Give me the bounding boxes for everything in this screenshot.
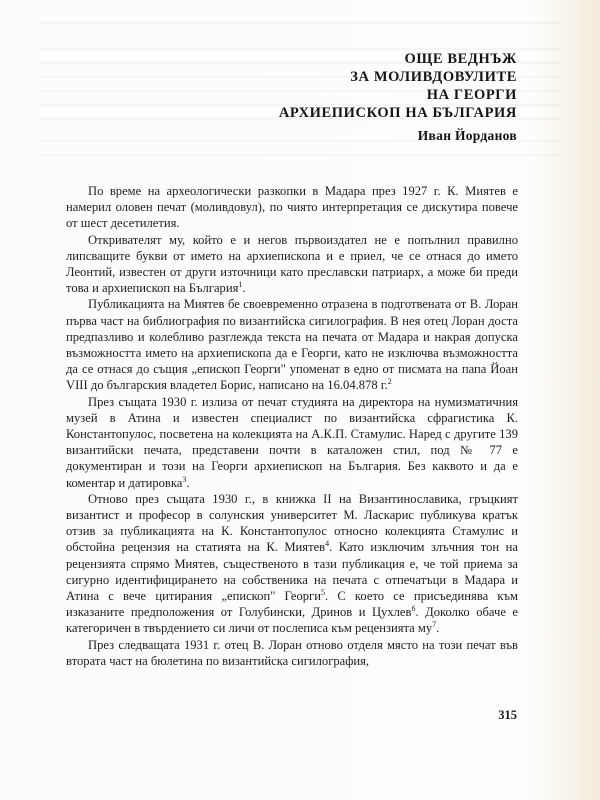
paragraph-text: През следващата 1931 г. отец В. Лоран отново отделя място на този печат във втората част на бюлетина по византийска сигилография, xyxy=(66,637,518,668)
article-title xyxy=(279,50,517,122)
paragraph xyxy=(66,183,518,232)
title-line: НА ГЕОРГИ xyxy=(426,87,517,103)
paragraph-text: . xyxy=(436,621,440,636)
paragraph-text: Публикацията на Миятев бе своевременно отразена в подготвената от В. Лоран първа част на библиография по византийска сигилография. В нея отец Лоран доста предпазливо и колебливо разглежда текста на печата от Мадара и накрая допуска възможността името на архиепископа да е Георги, като не изключва възможността да се отнася до същия „епископ Георги" упоменат в едно от писмата на папа Йоан VIII до българския владетел Борис, написано на 16.04.878 г. xyxy=(66,297,518,393)
bleed-through-line xyxy=(40,22,560,24)
footnote-marker[interactable]: 3 xyxy=(182,474,187,484)
paragraph xyxy=(66,394,518,491)
footnote-marker[interactable]: 1 xyxy=(238,280,243,290)
page-number: 315 xyxy=(498,708,517,722)
paragraph xyxy=(66,232,518,297)
title-line: ЗА МОЛИВДОВУЛИТЕ xyxy=(350,69,517,85)
paragraph-text: Отново през същата 1930 г., в книжка II на Византинославика, гръцкият византист и професор в солунския университет М. Ласкарис публикува кратък отзив за публикацията на К. Константопулос относно колекцията Стамулис и обстойна рецензия на статията на К. Миятев xyxy=(66,491,518,555)
footnote-marker[interactable]: 2 xyxy=(387,377,392,387)
footnote-marker[interactable]: 7 xyxy=(432,620,437,630)
bleed-through-line xyxy=(40,154,560,156)
paragraph-text: . С което се присъединява към изказаните предположения от Голубински, Дринов и Цухлев xyxy=(66,589,518,620)
title-line: АРХИЕПИСКОП НА БЪЛГАРИЯ xyxy=(278,105,517,121)
paragraph-text: През същата 1930 г. излиза от печат студията на директора на нумизматичния музей в Атина и известен специалист по византийска сфрагистика К. Константопулос, посветена на колекцията на А.К.П. Стамулис. Наред с другите 139 византийски печата, представени почти в каталожен стил, под № 77 е документиран и този на Георги архиепископ на България. Без каквото и да е коментар и датировка xyxy=(66,394,518,490)
footnote-marker[interactable]: 5 xyxy=(320,588,325,598)
paragraph-text: . xyxy=(186,475,190,490)
paragraph-text: По време на археологически разкопки в Мадара през 1927 г. К. Миятев е намерил оловен печат (моливдовул), по чиято интерпретация се дискутира повече от шест десетилетия. xyxy=(66,184,518,231)
footnote-marker[interactable]: 6 xyxy=(411,604,416,614)
paragraph-text: Откривателят му, който е и негов първоиздател не е попълнил правилно липсващите букви от името на архиепископа и е приел, че се отнася до името Леонтий, известен от други източници като преславски патриарх, а може би преди това и архиепископ на България xyxy=(66,232,518,296)
article-body xyxy=(66,183,518,669)
paragraph-text: . Доколко обаче е категоричен в твърдението си личи от послеписа към рецензията му xyxy=(66,605,518,636)
paragraph xyxy=(66,637,518,669)
title-line: ОЩЕ ВЕДНЪЖ xyxy=(404,51,517,67)
paragraph xyxy=(66,296,518,393)
paragraph xyxy=(66,491,518,637)
footnote-marker[interactable]: 4 xyxy=(325,539,330,549)
author-name: Иван Йорданов xyxy=(417,128,517,143)
paragraph-text: . Като изключим злъчния тон на рецензията спрямо Миятев, същественото в тази публикация е, че той приема за сигурно идентифицирането на собственика на печата с отпечатъци в Мадара и Атина с вече цитирания „епископ" Георги xyxy=(66,540,518,604)
paragraph-text: . xyxy=(242,281,246,296)
